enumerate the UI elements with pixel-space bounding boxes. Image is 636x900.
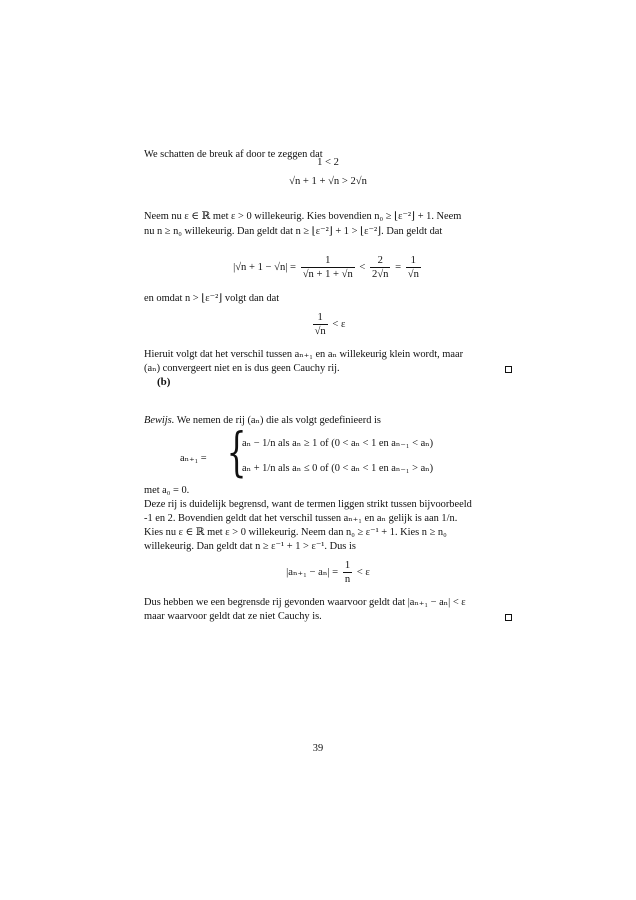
equation-1-line-1: 1 < 2 bbox=[317, 157, 339, 168]
equation-4 bbox=[144, 560, 512, 585]
equation-3 bbox=[144, 312, 512, 337]
equation-3-rhs: < ε bbox=[332, 318, 346, 330]
equation-2-fraction-1 bbox=[301, 255, 355, 280]
proof-label: Bewijs. bbox=[144, 415, 175, 426]
equation-4-fraction bbox=[343, 560, 352, 585]
qed-box-icon bbox=[505, 366, 512, 373]
piecewise-lhs: aₙ₊₁ = bbox=[180, 453, 207, 464]
piecewise-case-1: aₙ − 1/n als aₙ ≥ 1 of (0 < aₙ < 1 en aₙ₋₁ < aₙ) bbox=[242, 438, 434, 449]
equation-2-less-than: < bbox=[359, 261, 366, 273]
equation-4-denominator: n bbox=[344, 574, 351, 585]
fraction-1-numerator: 1 bbox=[301, 255, 355, 268]
fraction-1-denominator: √n + 1 + √n bbox=[302, 269, 353, 280]
equation-3-denominator: √n bbox=[314, 326, 326, 337]
paragraph-5-line-2: Deze rij is duidelijk begrensd, want de termen liggen strikt tussen bijvoorbeeld bbox=[144, 499, 472, 510]
equation-1-line-2: √n + 1 + √n > 2√n bbox=[289, 176, 367, 187]
paragraph-5-line-3: -1 en 2. Bovendien geldt dat het verschil tussen aₙ₊₁ en aₙ gelijk is aan 1/n. bbox=[144, 513, 458, 524]
equation-2 bbox=[144, 255, 512, 280]
page-number: 39 bbox=[312, 743, 324, 754]
piecewise-definition bbox=[180, 423, 500, 483]
fraction-2-numerator: 2 bbox=[370, 255, 390, 268]
paragraph-4-line-1: Hieruit volgt dat het verschil tussen aₙ₊₁ en aₙ willekeurig klein wordt, maar bbox=[144, 349, 464, 360]
fraction-2-denominator: 2√n bbox=[372, 269, 389, 280]
section-heading-b: (b) bbox=[157, 376, 171, 388]
left-brace-icon: { bbox=[226, 423, 247, 483]
paragraph-2-line-1: Neem nu ε ∈ ℝ met ε > 0 willekeurig. Kies bovendien n₀ ≥ ⌊ε⁻²⌋ + 1. Neem bbox=[144, 211, 462, 222]
paragraph-5-line-1: met a₀ = 0. bbox=[144, 485, 190, 496]
paragraph-5-line-4: Kies nu ε ∈ ℝ met ε > 0 willekeurig. Neem dan n₀ ≥ ε⁻¹ + 1. Kies n ≥ n₀ bbox=[144, 527, 447, 538]
qed-box-icon bbox=[505, 614, 512, 621]
equation-3-fraction bbox=[313, 312, 328, 337]
paragraph-3: en omdat n > ⌊ε⁻²⌋ volgt dan dat bbox=[144, 293, 280, 304]
equation-2-fraction-3 bbox=[406, 255, 421, 280]
fraction-3-numerator: 1 bbox=[406, 255, 421, 268]
equation-4-lhs: |aₙ₊₁ − aₙ| = bbox=[286, 566, 339, 578]
paragraph-2-line-2: nu n ≥ n₀ willekeurig. Dan geldt dat n ≥ ⌊ε⁻²⌋ + 1 > ⌊ε⁻²⌋. Dan geldt dat bbox=[144, 226, 443, 237]
paragraph-4-line-2-text: (aₙ) convergeert niet en is dus geen Cauchy rij. bbox=[144, 363, 340, 374]
fraction-3-denominator: √n bbox=[407, 269, 419, 280]
proof-intro-text: We nemen de rij (aₙ) die als volgt gedefinieerd is bbox=[176, 415, 381, 426]
paragraph-6-line-2-text: maar waarvoor geldt dat ze niet Cauchy is. bbox=[144, 611, 322, 622]
equation-2-lhs: |√n + 1 − √n| = bbox=[233, 261, 297, 273]
equation-4-numerator: 1 bbox=[344, 560, 351, 571]
equation-2-fraction-2 bbox=[370, 255, 390, 280]
paragraph-6-line-2 bbox=[144, 610, 512, 624]
equation-4-rhs: < ε bbox=[356, 566, 370, 578]
proof-intro bbox=[144, 414, 512, 428]
equation-3-numerator: 1 bbox=[313, 312, 328, 325]
piecewise-case-2: aₙ + 1/n als aₙ ≤ 0 of (0 < aₙ < 1 en aₙ₋₁ > aₙ) bbox=[242, 463, 434, 474]
intro-text: We schatten de breuk af door te zeggen dat bbox=[144, 149, 323, 160]
equation-2-equals: = bbox=[395, 261, 402, 273]
paragraph-6-line-1: Dus hebben we een begrensde rij gevonden waarvoor geldt dat |aₙ₊₁ − aₙ| < ε bbox=[144, 597, 466, 608]
paragraph-5-line-5: willekeurig. Dan geldt dat n ≥ ε⁻¹ + 1 > ε⁻¹. Dus is bbox=[144, 541, 356, 552]
paragraph-4-line-2 bbox=[144, 362, 512, 376]
